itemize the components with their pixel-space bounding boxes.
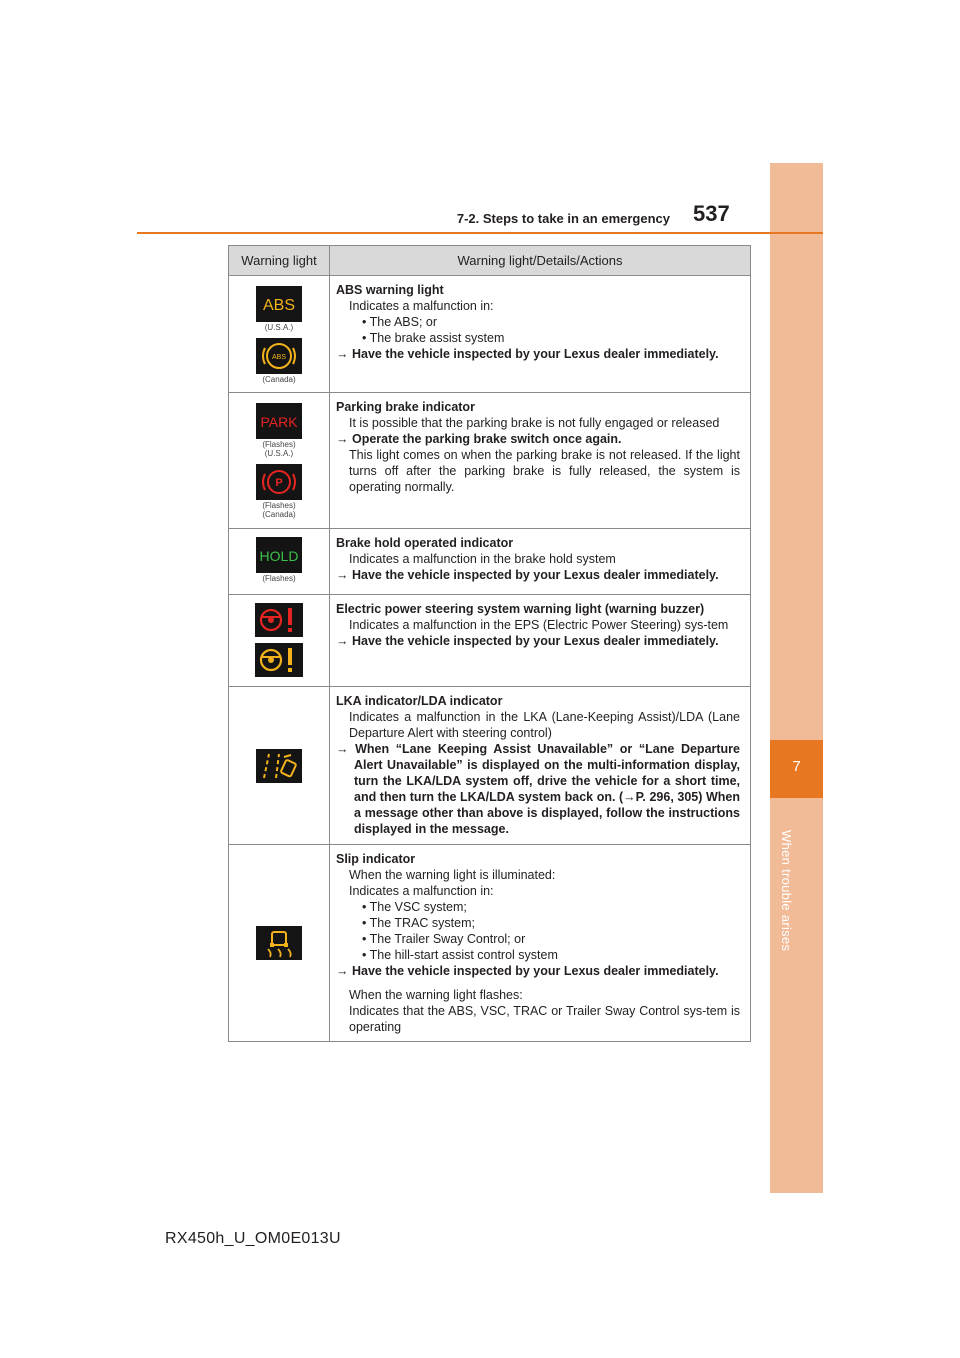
detail-line: When the warning light flashes: <box>349 988 523 1002</box>
details-cell <box>330 687 751 845</box>
detail-line: It is possible that the parking brake is not fully engaged or released <box>349 416 720 430</box>
table-row <box>229 276 751 393</box>
column-header-details: Warning light/Details/Actions <box>330 246 751 276</box>
abs-circle-icon <box>256 338 302 374</box>
light-title: Electric power steering system warning light (warning buzzer) <box>336 602 705 616</box>
detail-bullet: • The Trailer Sway Control; or <box>362 932 526 946</box>
lka-icon <box>256 749 302 783</box>
icon-caption: (Flashes) <box>262 574 296 583</box>
detail-bullet: • The TRAC system; <box>362 916 475 930</box>
light-title: Slip indicator <box>336 852 416 866</box>
hold-icon <box>256 537 302 573</box>
park-text-icon <box>256 403 302 439</box>
light-title: Brake hold operated indicator <box>336 536 514 550</box>
icon-cell <box>229 687 330 845</box>
eps-amber-icon <box>255 643 303 677</box>
detail-bullet: • The ABS; or <box>362 315 438 329</box>
park-circle-icon <box>256 464 302 500</box>
side-tab-strip <box>770 163 823 1193</box>
chapter-label: When trouble arises <box>779 830 794 952</box>
action-line: → Operate the parking brake switch once again. <box>336 432 622 446</box>
action-line: → When “Lane Keeping Assist Unavailable” or “Lane Departure Alert Unavailable” is displayed on the multi-information display, turn the LKA/LDA system off, drive the vehicle for a short time, and then turn the LKA/LDA system back on. (→P. 296, 305) When a message other than above is displayed, follow the instructions displayed in the message. <box>336 742 740 836</box>
svg-text:PARK: PARK <box>260 414 298 430</box>
icon-caption: (Flashes) (U.S.A.) <box>262 440 296 458</box>
chapter-tab <box>770 740 823 798</box>
icon-cell <box>229 393 330 529</box>
detail-line: Indicates a malfunction in the brake hold system <box>349 552 616 566</box>
light-title: ABS warning light <box>336 283 444 297</box>
detail-line: Indicates a malfunction in the EPS (Electric Power Steering) sys-tem <box>349 618 729 632</box>
details-cell <box>330 529 751 595</box>
warning-light-table <box>228 245 751 1042</box>
header-rule <box>137 232 823 234</box>
detail-line: Indicates a malfunction in: <box>349 884 494 898</box>
table-row <box>229 687 751 845</box>
table-row <box>229 529 751 595</box>
details-cell <box>330 393 751 529</box>
table-row <box>229 595 751 687</box>
details-cell <box>330 595 751 687</box>
section-title: 7-2. Steps to take in an emergency <box>456 211 670 226</box>
detail-bullet: • The VSC system; <box>362 900 467 914</box>
page-number: 537 <box>693 201 730 226</box>
icon-caption: (Flashes) (Canada) <box>262 501 296 519</box>
document-code: RX450h_U_OM0E013U <box>165 1230 341 1247</box>
svg-text:HOLD: HOLD <box>259 548 299 564</box>
table-row <box>229 393 751 529</box>
eps-red-icon <box>255 603 303 637</box>
svg-text:P: P <box>275 477 283 489</box>
detail-bullet: • The hill-start assist control system <box>362 948 558 962</box>
detail-bullet: • The brake assist system <box>362 331 505 345</box>
detail-line: When the warning light is illuminated: <box>349 868 556 882</box>
svg-text:ABS: ABS <box>271 354 287 361</box>
table-row <box>229 845 751 1042</box>
chapter-number: 7 <box>792 758 801 775</box>
slip-icon <box>256 926 302 960</box>
light-title: LKA indicator/LDA indicator <box>336 694 503 708</box>
action-line: → Have the vehicle inspected by your Lexus dealer immediately. <box>336 964 719 978</box>
icon-cell <box>229 595 330 687</box>
detail-line: Indicates that the ABS, VSC, TRAC or Trailer Sway Control sys-tem is operating <box>349 1004 740 1034</box>
action-line: → Have the vehicle inspected by your Lexus dealer immediately. <box>336 347 719 361</box>
action-line: → Have the vehicle inspected by your Lexus dealer immediately. <box>336 634 719 648</box>
abs-text-icon <box>256 286 302 322</box>
icon-cell <box>229 845 330 1042</box>
action-line: → Have the vehicle inspected by your Lexus dealer immediately. <box>336 568 719 582</box>
table-header-row <box>229 246 751 276</box>
details-cell <box>330 845 751 1042</box>
icon-cell <box>229 276 330 393</box>
details-cell <box>330 276 751 393</box>
icon-caption: (U.S.A.) <box>264 323 294 332</box>
icon-cell <box>229 529 330 595</box>
svg-text:ABS: ABS <box>262 297 296 314</box>
column-header-light: Warning light <box>229 246 330 276</box>
light-title: Parking brake indicator <box>336 400 475 414</box>
detail-line: This light comes on when the parking brake is not released. If the light turns off after the parking brake is fully released, the system is operating normally. <box>349 448 740 494</box>
icon-caption: (Canada) <box>262 375 296 384</box>
detail-line: Indicates a malfunction in: <box>349 299 494 313</box>
detail-line: Indicates a malfunction in the LKA (Lane-Keeping Assist)/LDA (Lane Departure Alert with steering control) <box>349 710 740 740</box>
